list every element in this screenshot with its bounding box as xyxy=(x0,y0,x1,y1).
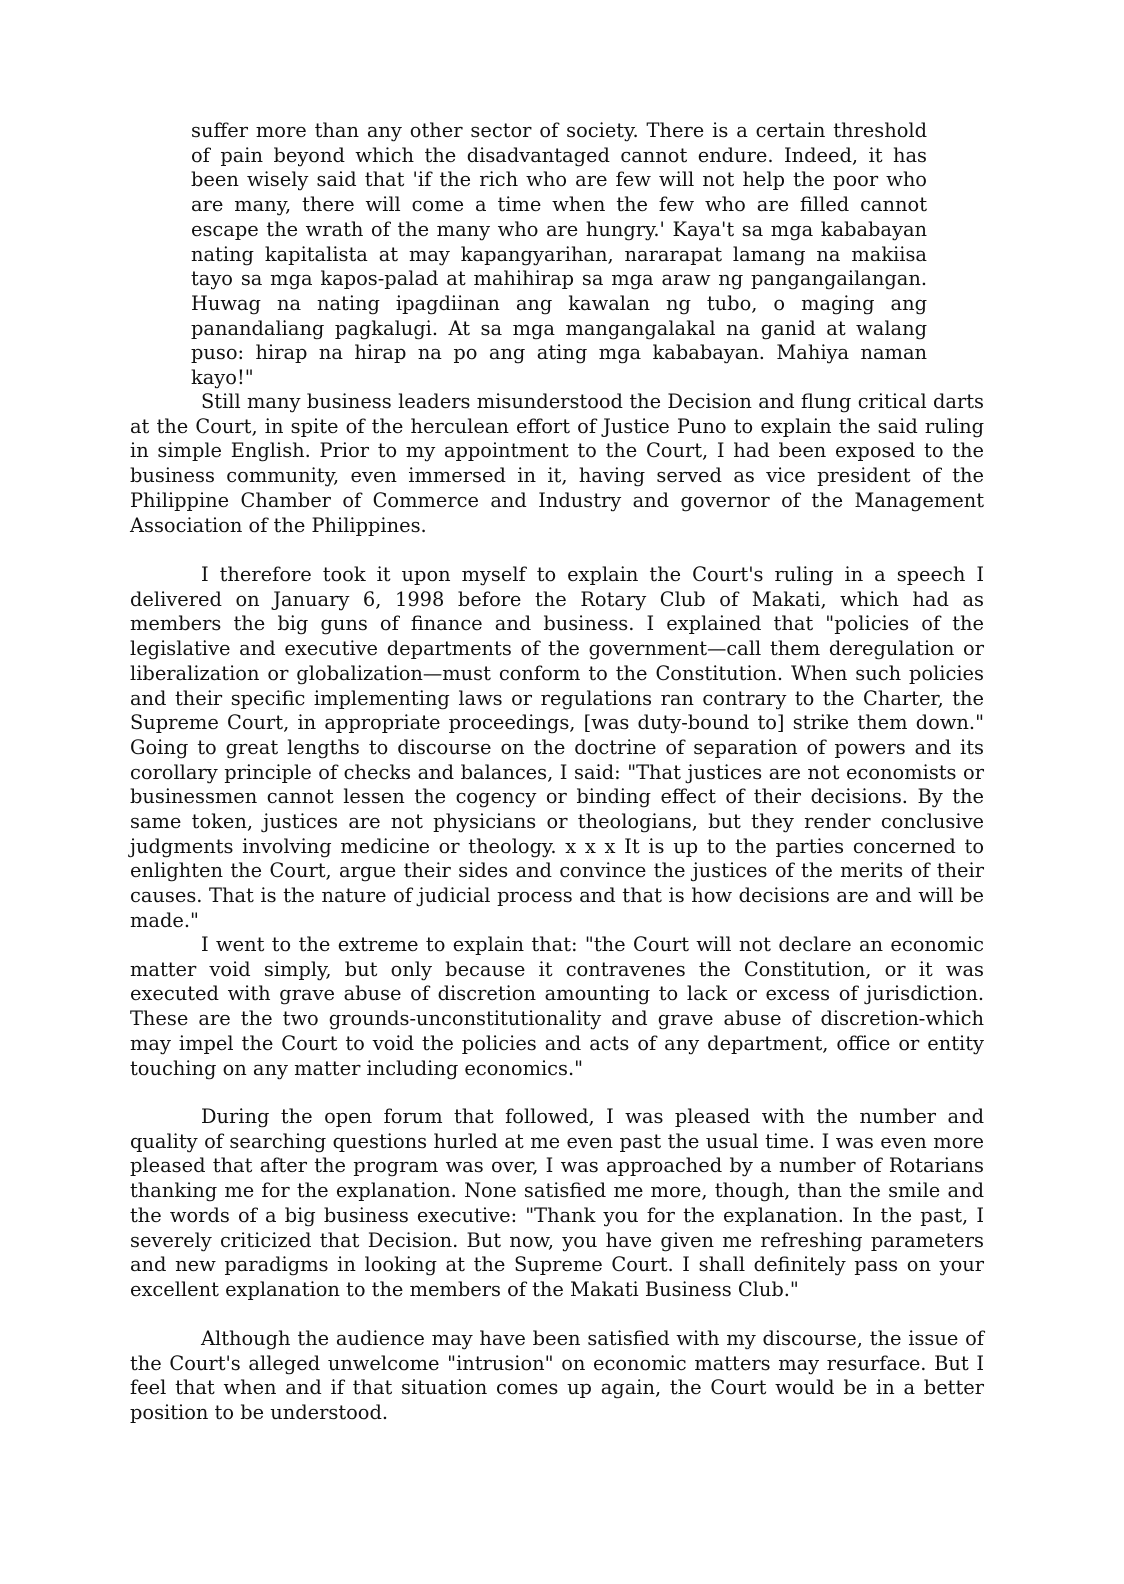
paragraph-business-leaders: Still many business leaders misunderstood the Decision and flung critical darts at the Court, in spite of the herculean effort of Justice Puno to explain the said ruling in simple English. Prior to my appointment to the Court, I had been exposed to the business community, even immersed in it, having served as vice president of the Philippine Chamber of Commerce and Industry and governor of the Management Association of the Philippines. xyxy=(130,390,984,537)
paragraph-rotary-speech: I therefore took it upon myself to explain the Court's ruling in a speech I delivered on January 6, 1998 before the Rotary Club of Makati, which had as members the big guns of finance and business. I explained that "policies of the legislative and executive departments of the government—call them deregulation or liberalization or globalization—must conform to the Constitution. When such policies and their specific implementing laws or regulations ran contrary to the Charter, the Supreme Court, in appropriate proceedings, [was duty-bound to] strike them down." Going to great lengths to discourse on the doctrine of separation of powers and its corollary principle of checks and balances, I said: "That justices are not economists or businessmen cannot lessen the cogency or binding effect of their decisions. By the same token, justices are not physicians or theologians, but they render conclusive judgments involving medicine or theology. x x x It is up to the parties concerned to enlighten the Court, argue their sides and convince the justices of the merits of their causes. That is the nature of judicial process and that is how decisions are and will be made." xyxy=(130,563,984,932)
paragraph-conclusion: Although the audience may have been satisfied with my discourse, the issue of the Court's alleged unwelcome "intrusion" on economic matters may resurface. But I feel that when and if that situation comes up again, the Court would be in a better position to be understood. xyxy=(130,1327,984,1425)
block-quote: suffer more than any other sector of society. There is a certain threshold of pain beyond which the disadvantaged cannot endure. Indeed, it has been wisely said that 'if the rich who are few will not help the poor who are many, there will come a time when the few who are filled cannot escape the wrath of the many who are hungry.' Kaya't sa mga kababayan nating kapitalista at may kapangyarihan, nararapat lamang na makiisa tayo sa mga kapos-palad at mahihirap sa mga araw ng pangangailangan. Huwag na nating ipagdiinan ang kawalan ng tubo, o maging ang panandaliang pagkalugi. At sa mga mangangalakal na ganid at walang puso: hirap na hirap na po ang ating mga kababayan. Mahiya naman kayo!" xyxy=(191,119,927,390)
paragraph-open-forum: During the open forum that followed, I was pleased with the number and quality of searching questions hurled at me even past the usual time. I was even more pleased that after the program was over, I was approached by a number of Rotarians thanking me for the explanation. None satisfied me more, though, than the smile and the words of a big business executive: "Thank you for the explanation. In the past, I severely criticized that Decision. But now, you have given me refreshing parameters and new paradigms in looking at the Supreme Court. I shall definitely pass on your excellent explanation to the members of the Makati Business Club." xyxy=(130,1105,984,1301)
paragraph-grounds: I went to the extreme to explain that: "the Court will not declare an economic matter void simply, but only because it contravenes the Constitution, or it was executed with grave abuse of discretion amounting to lack or excess of jurisdiction. These are the two grounds-unconstitutionality and grave abuse of discretion-which may impel the Court to void the policies and acts of any department, office or entity touching on any matter including economics." xyxy=(130,933,984,1080)
